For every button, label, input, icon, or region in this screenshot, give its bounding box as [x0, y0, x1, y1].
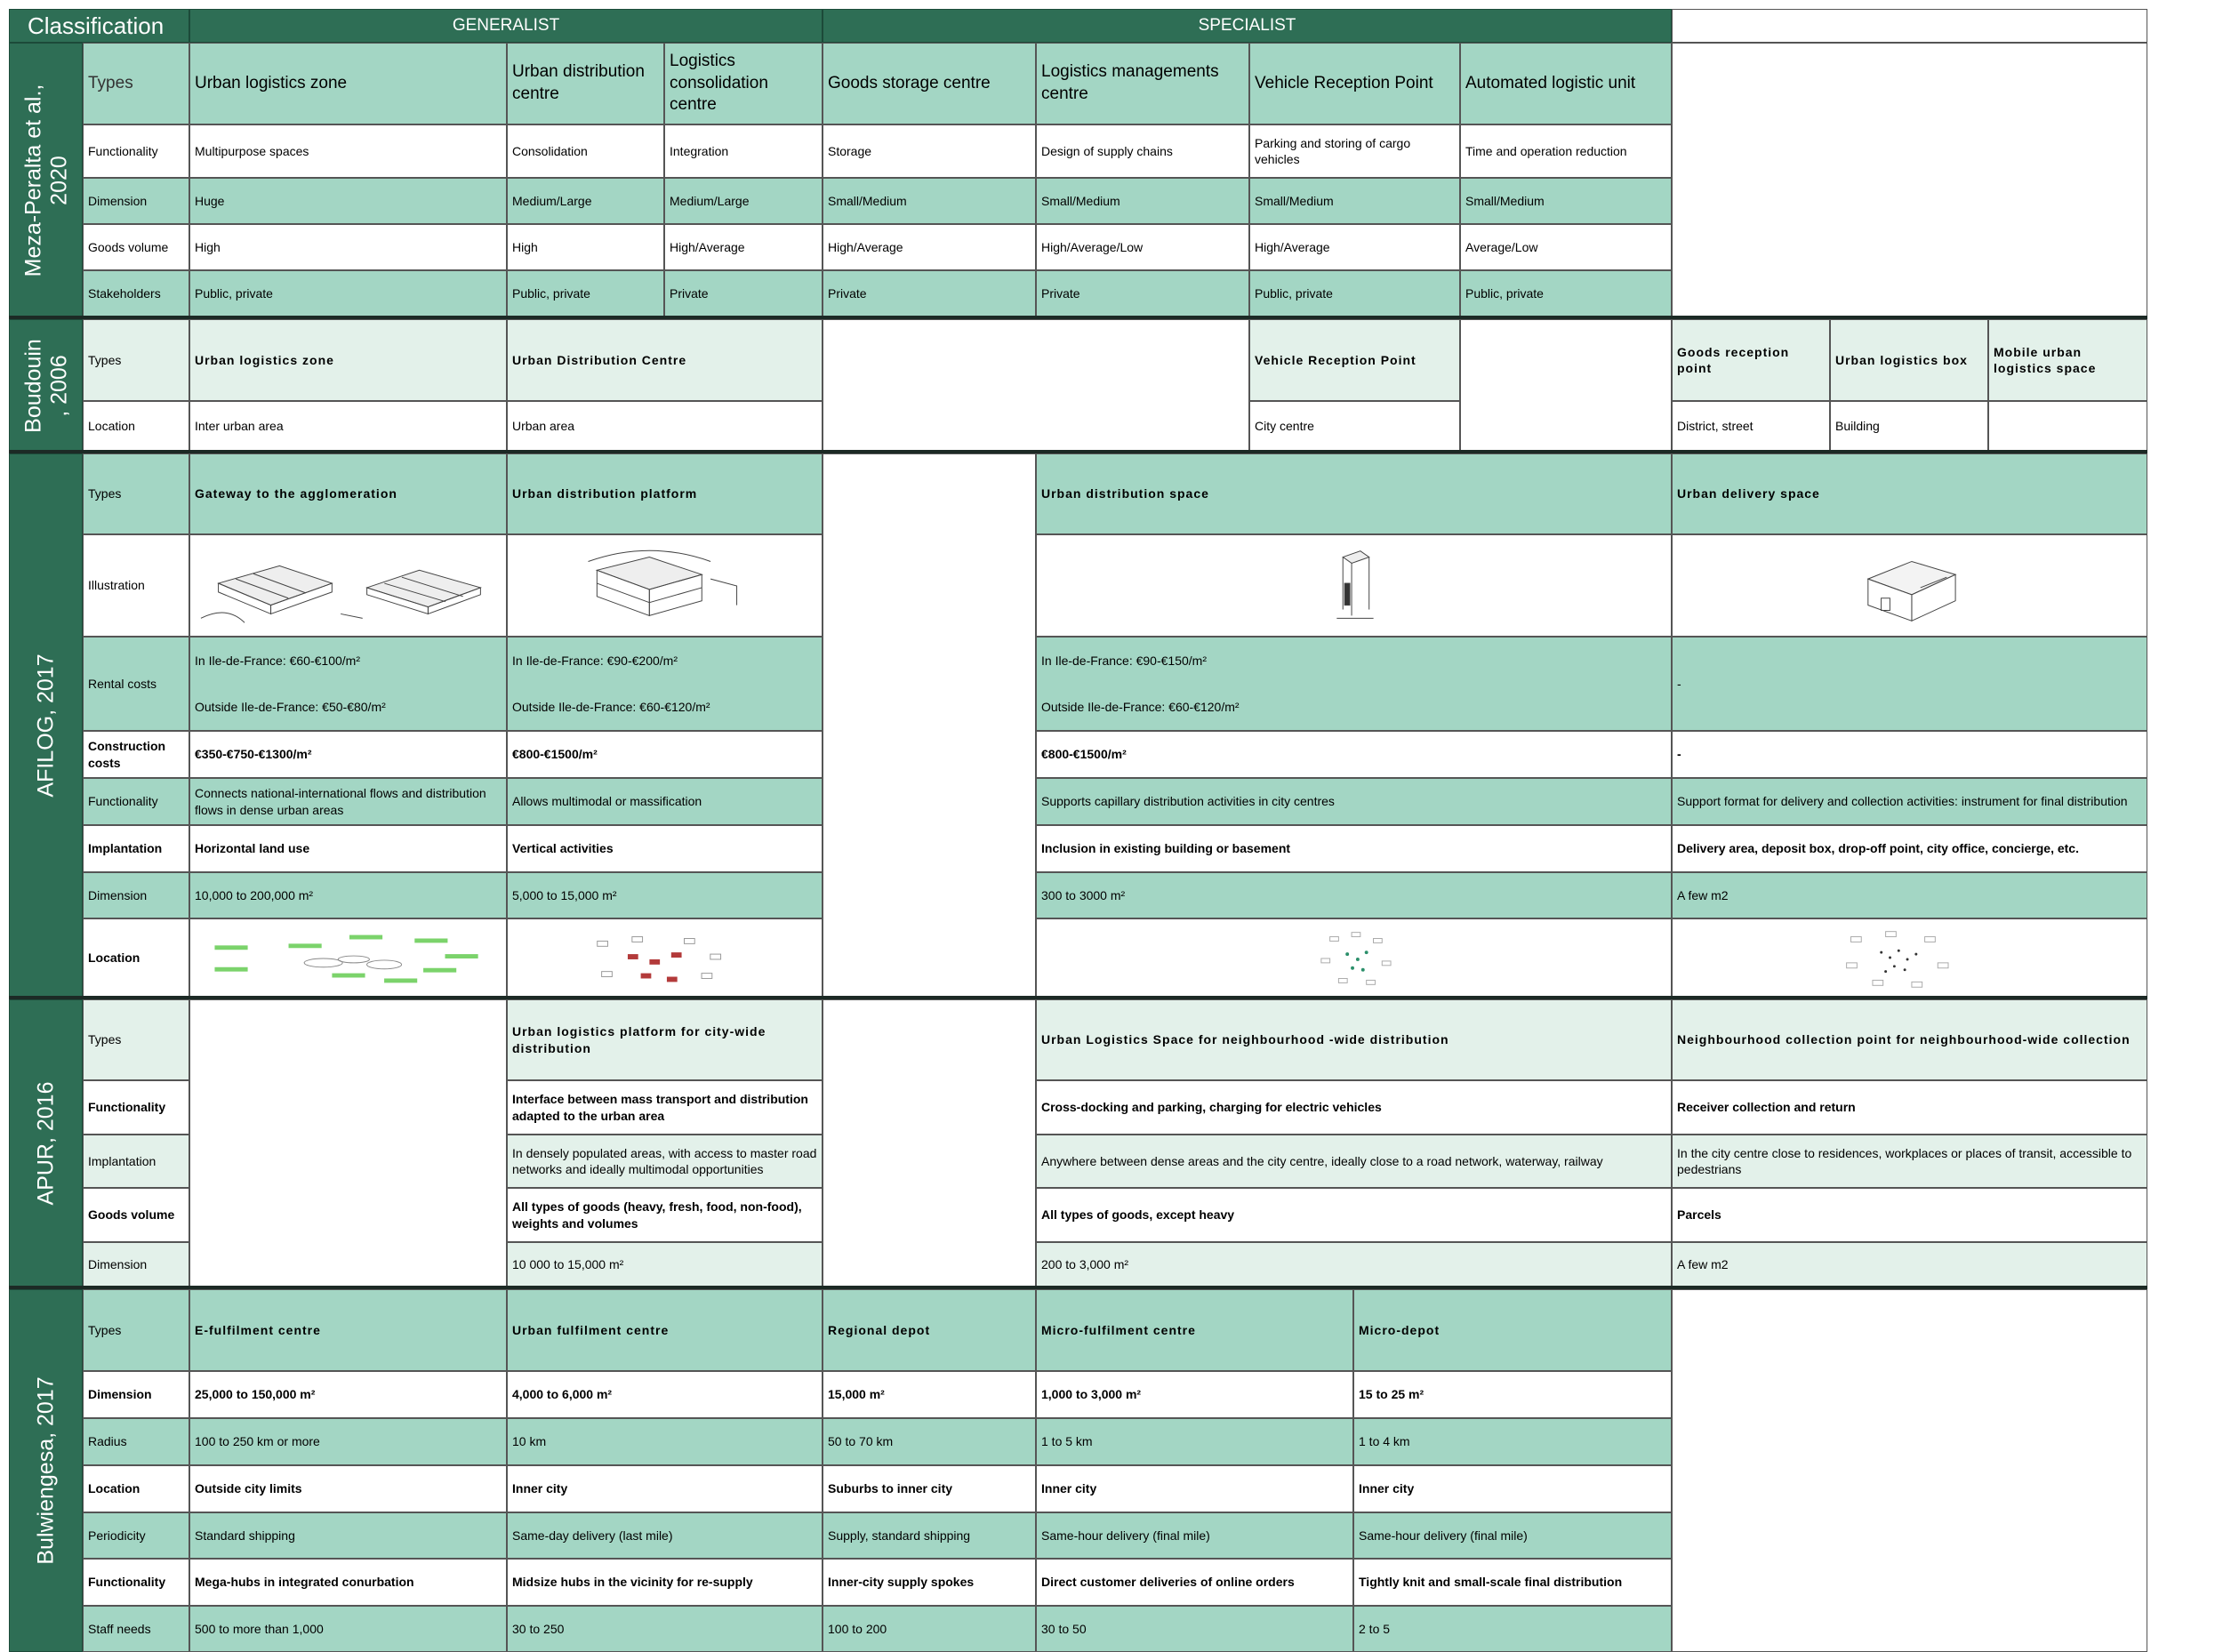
warehouse-illustration: [189, 534, 507, 637]
rental-values: [195, 653, 386, 715]
meza-dimension-cell: Medium/Large: [507, 178, 664, 224]
meza-blank: [1672, 43, 2147, 317]
boudouin-location-cell: Inter urban area: [189, 401, 507, 452]
meza-functionality-cell: Parking and storing of cargo vehicles: [1249, 124, 1460, 178]
apur-goods-cell: All types of goods (heavy, fresh, food, non-food), weights and volumes: [507, 1188, 823, 1242]
source-bulwiengesa: Bulwiengesa, 2017: [9, 1289, 83, 1652]
afilog-implantation-cell: Inclusion in existing building or basement: [1036, 825, 1672, 872]
building-drawing: [1037, 535, 1671, 636]
bulwien-dimension-cell: 15 to 25 m²: [1353, 1371, 1672, 1418]
location-map-delivery: [1672, 918, 2147, 998]
location-diagram: [1037, 919, 1671, 997]
bulwien-dimension-cell: 25,000 to 150,000 m²: [189, 1371, 507, 1418]
bulwien-functionality-cell: Tightly knit and small-scale final distribution: [1353, 1559, 1672, 1606]
location-map-platform: [507, 918, 823, 998]
meza-type-cell: Logistics managements centre: [1036, 43, 1249, 124]
bulwien-staff-cell: 100 to 200: [823, 1606, 1036, 1652]
delivery-drawing: [1673, 535, 2147, 636]
bulwien-radius-cell: 1 to 5 km: [1036, 1418, 1353, 1465]
bulwien-type-cell: Regional depot: [823, 1289, 1036, 1371]
platform-drawing: [508, 535, 822, 636]
row-label-dimension: Dimension: [83, 1242, 189, 1287]
bulwien-staff-cell: 2 to 5: [1353, 1606, 1672, 1652]
afilog-type-cell: Urban distribution space: [1036, 453, 1672, 534]
apur-implantation-cell: Anywhere between dense areas and the city centre, ideally close to a road network, waterway, railway: [1036, 1135, 1672, 1188]
apur-dimension-cell: 10 000 to 15,000 m²: [507, 1242, 823, 1287]
bulwien-location-cell: Inner city: [1353, 1465, 1672, 1512]
meza-dimension-cell: Small/Medium: [1460, 178, 1672, 224]
header-blank: [1672, 9, 2147, 43]
bulwien-radius-cell: 50 to 70 km: [823, 1418, 1036, 1465]
boudouin-location-cell: [1988, 401, 2147, 452]
apur-goods-cell: Parcels: [1672, 1188, 2147, 1242]
apur-goods-cell: All types of goods, except heavy: [1036, 1188, 1672, 1242]
apur-type-cell: Urban logistics platform for city-wide distribution: [507, 999, 823, 1080]
boudouin-type-cell: Goods reception point: [1672, 319, 1830, 401]
source-boudouin: Boudouin , 2006: [9, 319, 83, 452]
bulwien-blank: [1672, 1289, 2147, 1652]
afilog-implantation-cell: Vertical activities: [507, 825, 823, 872]
afilog-construction-cell: €800-€1500/m²: [507, 731, 823, 778]
afilog-rental-cell: [189, 637, 507, 731]
bulwien-functionality-cell: Inner-city supply spokes: [823, 1559, 1036, 1606]
row-label-goods-volume: Goods volume: [83, 1188, 189, 1242]
row-label-location: Location: [83, 1465, 189, 1512]
meza-functionality-cell: Consolidation: [507, 124, 664, 178]
row-label-types: Types: [83, 1289, 189, 1371]
boudouin-type-cell: Urban logistics box: [1830, 319, 1988, 401]
classification-header: Classification: [9, 9, 189, 43]
boudouin-location-cell: Urban area: [507, 401, 823, 452]
apur-blank: [189, 999, 507, 1287]
building-illustration: [1036, 534, 1672, 637]
row-label-dimension: Dimension: [83, 872, 189, 918]
bulwien-dimension-cell: 4,000 to 6,000 m²: [507, 1371, 823, 1418]
bulwien-radius-cell: 100 to 250 km or more: [189, 1418, 507, 1465]
row-label-goods-volume: Goods volume: [83, 224, 189, 270]
bulwien-periodicity-cell: Standard shipping: [189, 1512, 507, 1559]
bulwien-functionality-cell: Mega-hubs in integrated conurbation: [189, 1559, 507, 1606]
rental-out-idf: Outside Ile-de-France: €60-€120/m²: [1041, 700, 1240, 714]
boudouin-location-cell: City centre: [1249, 401, 1460, 452]
afilog-dimension-cell: 5,000 to 15,000 m²: [507, 872, 823, 918]
location-map-gateway: [189, 918, 507, 998]
row-label-functionality: Functionality: [83, 1080, 189, 1135]
apur-dimension-cell: 200 to 3,000 m²: [1036, 1242, 1672, 1287]
bulwien-location-cell: Inner city: [507, 1465, 823, 1512]
apur-implantation-cell: In the city centre close to residences, workplaces or places of transit, accessible to pedestrians: [1672, 1135, 2147, 1188]
apur-blank: [823, 999, 1036, 1287]
row-label-rental-costs: Rental costs: [83, 637, 189, 731]
bulwien-radius-cell: 10 km: [507, 1418, 823, 1465]
row-label-types: Types: [83, 319, 189, 401]
boudouin-blank: [823, 319, 1249, 452]
meza-dimension-cell: Small/Medium: [1249, 178, 1460, 224]
boudouin-location-cell: District, street: [1672, 401, 1830, 452]
bulwien-periodicity-cell: Same-hour delivery (final mile): [1353, 1512, 1672, 1559]
afilog-type-cell: Urban delivery space: [1672, 453, 2147, 534]
afilog-implantation-cell: Horizontal land use: [189, 825, 507, 872]
platform-illustration: [507, 534, 823, 637]
afilog-construction-cell: €350-€750-€1300/m²: [189, 731, 507, 778]
row-label-illustration: Illustration: [83, 534, 189, 637]
meza-functionality-cell: Design of supply chains: [1036, 124, 1249, 178]
row-label-implantation: Implantation: [83, 1135, 189, 1188]
afilog-construction-cell: €800-€1500/m²: [1036, 731, 1672, 778]
afilog-functionality-cell: Connects national-international flows and distribution flows in dense urban areas: [189, 778, 507, 825]
meza-type-cell: Goods storage centre: [823, 43, 1036, 124]
meza-functionality-cell: Multipurpose spaces: [189, 124, 507, 178]
row-label-functionality: Functionality: [83, 778, 189, 825]
source-apur: APUR, 2016: [9, 999, 83, 1287]
row-label-periodicity: Periodicity: [83, 1512, 189, 1559]
bulwien-type-cell: Urban fulfilment centre: [507, 1289, 823, 1371]
source-meza-peralta: Meza-Peralta et al., 2020: [9, 43, 83, 317]
meza-dimension-cell: Small/Medium: [1036, 178, 1249, 224]
bulwien-staff-cell: 30 to 50: [1036, 1606, 1353, 1652]
apur-functionality-cell: Cross-docking and parking, charging for electric vehicles: [1036, 1080, 1672, 1135]
apur-functionality-cell: Interface between mass transport and distribution adapted to the urban area: [507, 1080, 823, 1135]
meza-stakeholders-cell: Private: [664, 270, 823, 317]
bulwien-periodicity-cell: Same-hour delivery (final mile): [1036, 1512, 1353, 1559]
meza-functionality-cell: Storage: [823, 124, 1036, 178]
meza-goods-cell: High/Average/Low: [1036, 224, 1249, 270]
meza-stakeholders-cell: Public, private: [189, 270, 507, 317]
afilog-type-cell: Urban distribution platform: [507, 453, 823, 534]
meza-type-cell: Urban distribution centre: [507, 43, 664, 124]
location-map-space: [1036, 918, 1672, 998]
row-label-dimension: Dimension: [83, 178, 189, 224]
row-label-functionality: Functionality: [83, 124, 189, 178]
afilog-implantation-cell: Delivery area, deposit box, drop-off point, city office, concierge, etc.: [1672, 825, 2147, 872]
afilog-functionality-cell: Supports capillary distribution activities in city centres: [1036, 778, 1672, 825]
row-label-dimension: Dimension: [83, 1371, 189, 1418]
row-label-functionality: Functionality: [83, 1559, 189, 1606]
boudouin-blank: [1460, 319, 1672, 452]
rental-in-idf: In Ile-de-France: €90-€200/m²: [512, 653, 678, 668]
bulwien-type-cell: E-fulfilment centre: [189, 1289, 507, 1371]
meza-stakeholders-cell: Public, private: [507, 270, 664, 317]
bulwien-type-cell: Micro-depot: [1353, 1289, 1672, 1371]
meza-stakeholders-cell: Public, private: [1460, 270, 1672, 317]
generalist-header: GENERALIST: [189, 9, 823, 43]
rental-out-idf: Outside Ile-de-France: €50-€80/m²: [195, 700, 386, 714]
afilog-functionality-cell: Allows multimodal or massification: [507, 778, 823, 825]
afilog-rental-cell: [507, 637, 823, 731]
meza-goods-cell: High: [507, 224, 664, 270]
afilog-rental-cell: -: [1672, 637, 2147, 731]
row-label-construction-costs: Construction costs: [83, 731, 189, 778]
meza-type-cell: Logistics consolidation centre: [664, 43, 823, 124]
meza-goods-cell: High: [189, 224, 507, 270]
afilog-dimension-cell: 300 to 3000 m²: [1036, 872, 1672, 918]
afilog-type-cell: Gateway to the agglomeration: [189, 453, 507, 534]
meza-goods-cell: High/Average: [664, 224, 823, 270]
bulwien-location-cell: Suburbs to inner city: [823, 1465, 1036, 1512]
row-label-types: Types: [83, 453, 189, 534]
afilog-construction-cell: -: [1672, 731, 2147, 778]
bulwien-radius-cell: 1 to 4 km: [1353, 1418, 1672, 1465]
meza-type-cell: Automated logistic unit: [1460, 43, 1672, 124]
apur-type-cell: Neighbourhood collection point for neighbourhood-wide collection: [1672, 999, 2147, 1080]
afilog-rental-cell: [1036, 637, 1672, 731]
location-diagram: [1673, 919, 2147, 997]
apur-dimension-cell: A few m2: [1672, 1242, 2147, 1287]
afilog-blank: [823, 453, 1036, 998]
row-label-location: Location: [83, 918, 189, 998]
meza-dimension-cell: Huge: [189, 178, 507, 224]
boudouin-type-cell: Urban logistics zone: [189, 319, 507, 401]
boudouin-type-cell: Mobile urban logistics space: [1988, 319, 2147, 401]
meza-type-cell: Vehicle Reception Point: [1249, 43, 1460, 124]
afilog-functionality-cell: Support format for delivery and collection activities: instrument for final distribution: [1672, 778, 2147, 825]
rental-in-idf: In Ile-de-France: €60-€100/m²: [195, 653, 360, 668]
row-label-types: Types: [83, 999, 189, 1080]
row-label-types: Types: [83, 43, 189, 124]
boudouin-type-cell: Urban Distribution Centre: [507, 319, 823, 401]
location-diagram: [190, 919, 506, 997]
afilog-dimension-cell: A few m2: [1672, 872, 2147, 918]
boudouin-location-cell: Building: [1830, 401, 1988, 452]
bulwien-dimension-cell: 1,000 to 3,000 m²: [1036, 1371, 1353, 1418]
bulwien-type-cell: Micro-fulfilment centre: [1036, 1289, 1353, 1371]
warehouse-drawing: [190, 535, 506, 636]
delivery-illustration: [1672, 534, 2147, 637]
boudouin-type-cell: Vehicle Reception Point: [1249, 319, 1460, 401]
meza-goods-cell: Average/Low: [1460, 224, 1672, 270]
bulwien-periodicity-cell: Same-day delivery (last mile): [507, 1512, 823, 1559]
row-label-implantation: Implantation: [83, 825, 189, 872]
row-label-location: Location: [83, 401, 189, 452]
bulwien-periodicity-cell: Supply, standard shipping: [823, 1512, 1036, 1559]
apur-implantation-cell: In densely populated areas, with access to master road networks and ideally multimodal opportunities: [507, 1135, 823, 1188]
rental-in-idf: In Ile-de-France: €90-€150/m²: [1041, 653, 1207, 668]
specialist-header: SPECIALIST: [823, 9, 1672, 43]
meza-stakeholders-cell: Private: [1036, 270, 1249, 317]
meza-goods-cell: High/Average: [823, 224, 1036, 270]
meza-goods-cell: High/Average: [1249, 224, 1460, 270]
bulwien-functionality-cell: Direct customer deliveries of online orders: [1036, 1559, 1353, 1606]
rental-values: [1041, 653, 1240, 715]
bulwien-staff-cell: 30 to 250: [507, 1606, 823, 1652]
meza-stakeholders-cell: Public, private: [1249, 270, 1460, 317]
bulwien-staff-cell: 500 to more than 1,000: [189, 1606, 507, 1652]
meza-type-cell: Urban logistics zone: [189, 43, 507, 124]
rental-values: [512, 653, 710, 715]
source-afilog: AFILOG, 2017: [9, 453, 83, 998]
rental-out-idf: Outside Ile-de-France: €60-€120/m²: [512, 700, 710, 714]
apur-functionality-cell: Receiver collection and return: [1672, 1080, 2147, 1135]
meza-dimension-cell: Small/Medium: [823, 178, 1036, 224]
row-label-staff-needs: Staff needs: [83, 1606, 189, 1652]
location-diagram: [508, 919, 822, 997]
row-label-radius: Radius: [83, 1418, 189, 1465]
meza-dimension-cell: Medium/Large: [664, 178, 823, 224]
row-label-stakeholders: Stakeholders: [83, 270, 189, 317]
bulwien-location-cell: Inner city: [1036, 1465, 1353, 1512]
bulwien-dimension-cell: 15,000 m²: [823, 1371, 1036, 1418]
apur-type-cell: Urban Logistics Space for neighbourhood -wide distribution: [1036, 999, 1672, 1080]
bulwien-functionality-cell: Midsize hubs in the vicinity for re-supply: [507, 1559, 823, 1606]
bulwien-location-cell: Outside city limits: [189, 1465, 507, 1512]
meza-functionality-cell: Integration: [664, 124, 823, 178]
meza-stakeholders-cell: Private: [823, 270, 1036, 317]
meza-functionality-cell: Time and operation reduction: [1460, 124, 1672, 178]
afilog-dimension-cell: 10,000 to 200,000 m²: [189, 872, 507, 918]
